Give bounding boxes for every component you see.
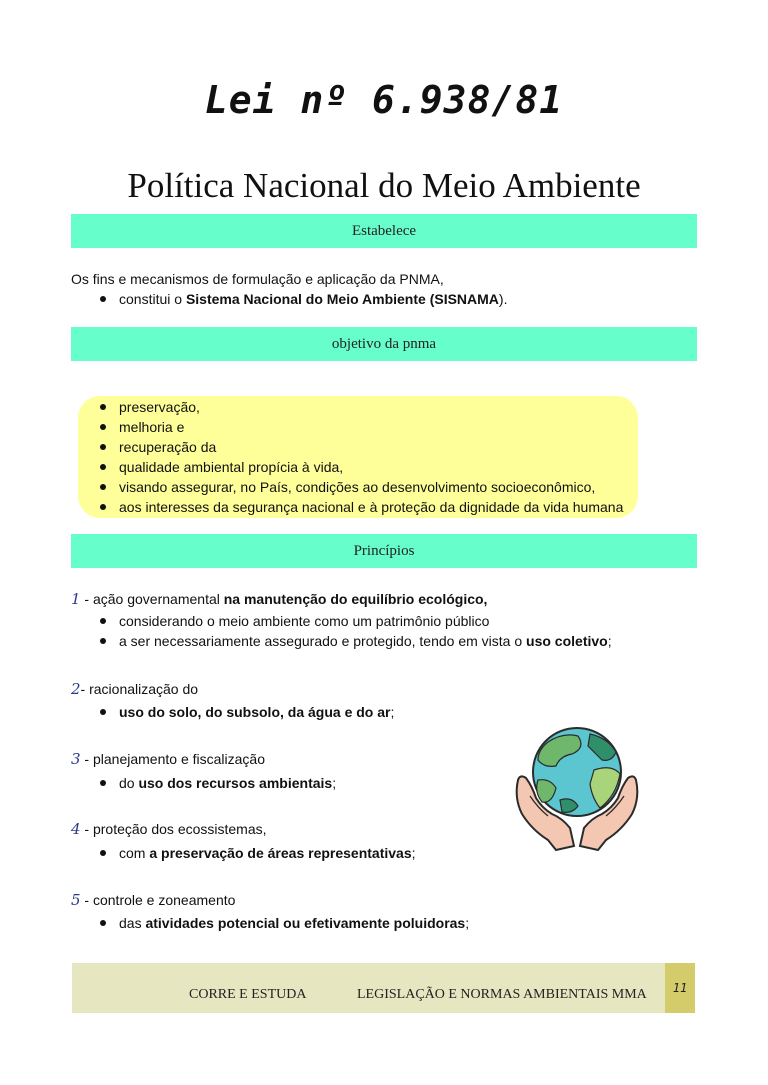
list-item: constitui o Sistema Nacional do Meio Ambiente (SISNAMA). (71, 289, 691, 309)
list-item: qualidade ambiental propícia à vida, (71, 457, 671, 477)
principle-number: 2 (71, 680, 81, 698)
list-item: aos interesses da segurança nacional e à proteção da dignidade da vida humana (71, 497, 671, 517)
principle-3: 3 - planejamento e fiscalização (71, 750, 265, 768)
page-subtitle: Política Nacional do Meio Ambiente (127, 166, 641, 205)
principle-number: 1 (71, 590, 81, 608)
list-item: das atividades potencial ou efetivamente poluidoras; (71, 913, 691, 933)
list-item: considerando o meio ambiente como um patrimônio público (71, 611, 691, 631)
page-number: 11 (665, 963, 695, 1013)
principle-1: 1 - ação governamental na manutenção do equilíbrio ecológico, (71, 590, 488, 608)
principle-4-list (71, 843, 491, 863)
principle-5-list (71, 913, 691, 933)
list-item: a ser necessariamente assegurado e protegido, tendo em vista o uso coletivo; (71, 631, 691, 651)
section-band-estabelece: Estabelece (71, 214, 697, 248)
list-item: recuperação da (71, 437, 671, 457)
principle-number: 3 (71, 750, 81, 768)
section-band-principios: Princípios (71, 534, 697, 568)
list-item: visando assegurar, no País, condições ao desenvolvimento socioeconômico, (71, 477, 671, 497)
estabelece-intro: Os fins e mecanismos de formulação e aplicação da PNMA, (71, 271, 444, 287)
list-item: com a preservação de áreas representativas; (71, 843, 491, 863)
principle-3-list (71, 773, 491, 793)
list-item: melhoria e (71, 417, 671, 437)
page-footer (72, 963, 695, 1013)
principle-2: 2- racionalização do (71, 680, 199, 698)
principle-number: 4 (71, 820, 81, 838)
list-item: preservação, (71, 397, 671, 417)
page-title: Lei nº 6.938/81 (204, 78, 564, 122)
principle-2-list (71, 702, 691, 722)
list-item: do uso dos recursos ambientais; (71, 773, 491, 793)
footer-right: LEGISLAÇÃO E NORMAS AMBIENTAIS MMA (357, 987, 647, 1002)
globe-in-hands-icon (508, 722, 646, 860)
principle-1-list (71, 611, 691, 651)
estabelece-list (71, 289, 691, 309)
principle-5: 5 - controle e zoneamento (71, 891, 236, 909)
principle-4: 4 - proteção dos ecossistemas, (71, 820, 267, 838)
section-band-objetivo: objetivo da pnma (71, 327, 697, 361)
objectives-list (71, 397, 671, 517)
footer-left: CORRE E ESTUDA (189, 987, 307, 1002)
principle-number: 5 (71, 891, 81, 909)
list-item: uso do solo, do subsolo, da água e do ar; (71, 702, 691, 722)
